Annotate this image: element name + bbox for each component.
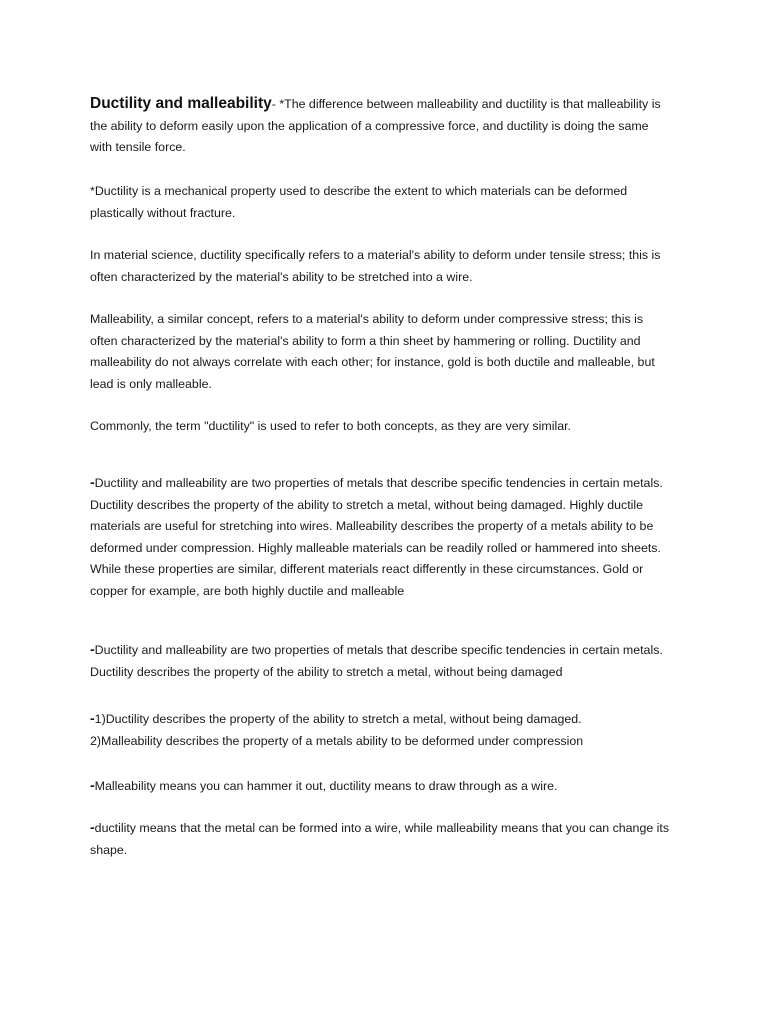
paragraph-answer-1: [90, 472, 690, 603]
text-line: In material science, ductility specifically refers to a material's ability to deform under tensile stress; this is: [90, 248, 661, 262]
text-line: 2)Malleability describes the property of a metals ability to be deformed under compression: [90, 733, 584, 748]
paragraph-answer-5: [90, 817, 690, 861]
dash-marker: -: [90, 474, 95, 490]
paragraph-answer-3: [90, 708, 690, 752]
paragraph-answer-1-first-line: [90, 472, 690, 495]
text-line: While these properties are similar, different materials react differently in these circumstances. Gold or: [90, 562, 644, 577]
text-line: Ductility describes the property of the ability to stretch a metal, without being damaged. Highly ductile: [90, 497, 644, 512]
text-line: malleability do not always correlate with each other; for instance, gold is both ductile and malleable, but: [90, 355, 655, 370]
text-line: copper for example, are both highly ductile and malleable: [90, 583, 405, 598]
text-line: Ductility describes the property of the ability to stretch a metal, without being damaged: [90, 664, 563, 679]
text-line: with tensile force.: [90, 140, 186, 155]
dash-marker: -: [90, 777, 95, 793]
paragraph-intro: [90, 93, 690, 159]
paragraph-answer-3-first-line: [90, 708, 690, 731]
text-line: deformed under compression. Highly malleable materials can be readily rolled or hammered into sheets.: [90, 540, 661, 555]
intro-lead-text: - *The difference between malleability and ductility is that malleability is: [271, 97, 661, 111]
text-line: Malleability means you can hammer it out, ductility means to draw through as a wire.: [94, 779, 558, 793]
text-line: often characterized by the material's ability to form a thin sheet by hammering or rolling. Ductility and: [90, 333, 641, 348]
paragraph-answer-4-first-line: [90, 775, 690, 798]
text-line: Commonly, the term "ductility" is used to refer to both concepts, as they are very similar.: [90, 419, 571, 433]
text-line: *Ductility is a mechanical property used to describe the extent to which materials can be deformed: [90, 184, 628, 198]
paragraph-ductility-definition: [90, 181, 690, 224]
paragraph-malleability: [90, 309, 690, 395]
document-page: [90, 0, 690, 1024]
paragraph-answer-4: [90, 775, 690, 798]
paragraph-common-term: [90, 416, 690, 438]
text-line: 1)Ductility describes the property of the ability to stretch a metal, without being damaged.: [94, 712, 582, 726]
paragraph-answer-5-first-line: [90, 817, 690, 840]
paragraph-intro-first-line: [90, 93, 690, 116]
paragraph-material-science: [90, 245, 690, 288]
text-line: lead is only malleable.: [90, 376, 212, 391]
text-line: Malleability, a similar concept, refers to a material's ability to deform under compressive stress; this is: [90, 312, 644, 326]
dash-marker: -: [90, 819, 95, 835]
paragraph-answer-2-first-line: [90, 639, 690, 662]
text-line: shape.: [90, 842, 128, 857]
text-line: plastically without fracture.: [90, 205, 236, 220]
document-heading: Ductility and malleability: [90, 95, 272, 112]
text-line: Ductility and malleability are two properties of metals that describe specific tendencies in certain metals.: [94, 643, 663, 657]
text-line: ductility means that the metal can be formed into a wire, while malleability means that you can change its: [94, 821, 670, 835]
dash-marker: -: [90, 710, 95, 726]
dash-marker: -: [90, 641, 95, 657]
paragraph-answer-2: [90, 639, 690, 683]
text-line: the ability to deform easily upon the application of a compressive force, and ductility is doing the same: [90, 118, 649, 133]
text-line: Ductility and malleability are two properties of metals that describe specific tendencies in certain metals.: [94, 476, 663, 490]
text-line: materials are useful for stretching into wires. Malleability describes the property of a metals ability to be: [90, 519, 654, 534]
text-line: often characterized by the material's ability to be stretched into a wire.: [90, 269, 473, 284]
